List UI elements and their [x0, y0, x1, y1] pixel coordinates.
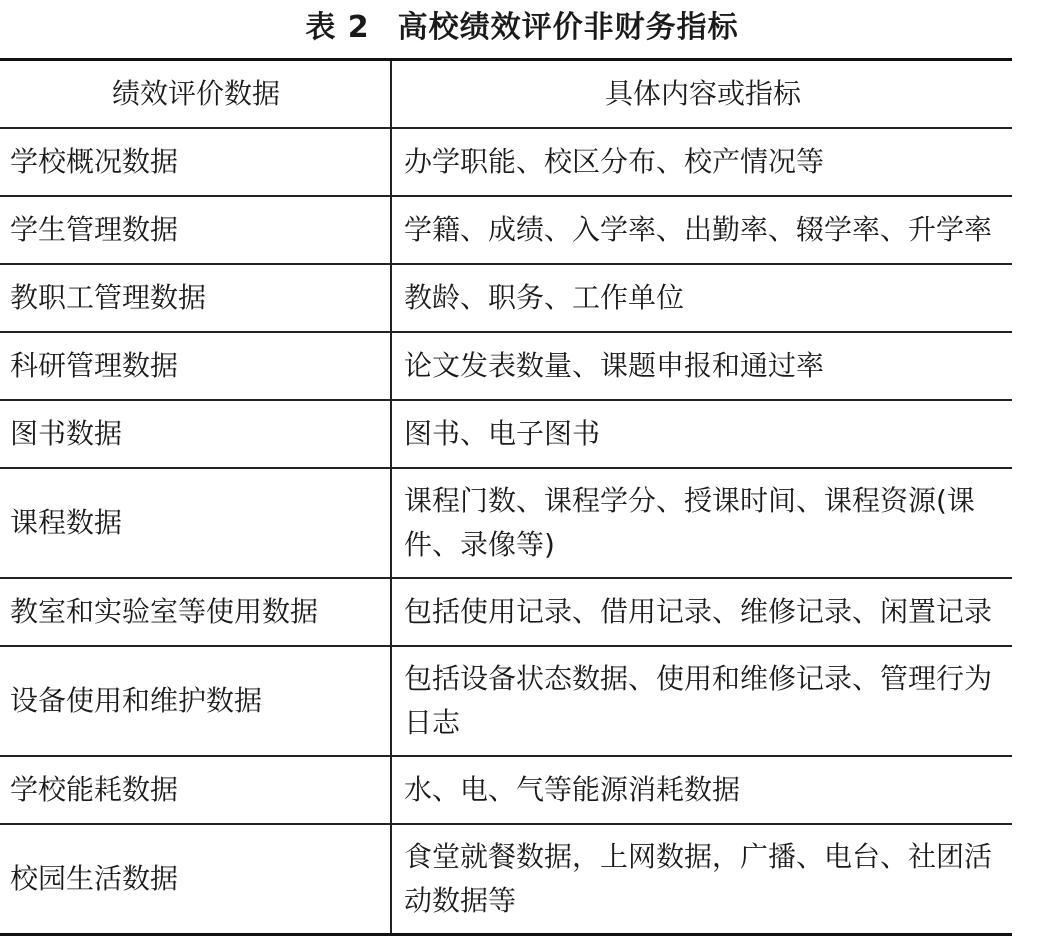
table-title-text: 高校绩效评价非财务指标 [397, 10, 739, 45]
table-row [0, 468, 1012, 578]
row-content: 教龄、职务、工作单位 [391, 264, 1012, 332]
table-row [0, 646, 1012, 756]
row-content: 食堂就餐数据，上网数据，广播、电台、社团活动数据等 [391, 824, 1012, 935]
table-row [0, 824, 1012, 935]
row-category: 学生管理数据 [0, 196, 391, 264]
row-category: 校园生活数据 [0, 824, 391, 935]
table-header-row [0, 60, 1012, 129]
table-row [0, 128, 1012, 196]
table-row [0, 264, 1012, 332]
row-category: 科研管理数据 [0, 332, 391, 400]
column-header-category: 绩效评价数据 [0, 60, 391, 129]
row-content: 办学职能、校区分布、校产情况等 [391, 128, 1012, 196]
row-content: 包括设备状态数据、使用和维修记录、管理行为日志 [391, 646, 1012, 756]
table-number: 表 2 [305, 10, 370, 45]
table-row [0, 756, 1012, 824]
table-row [0, 332, 1012, 400]
row-category: 图书数据 [0, 400, 391, 468]
row-category: 教室和实验室等使用数据 [0, 578, 391, 646]
row-content: 图书、电子图书 [391, 400, 1012, 468]
table-row [0, 196, 1012, 264]
table-row [0, 400, 1012, 468]
indicator-table [0, 58, 1012, 936]
row-content: 课程门数、课程学分、授课时间、课程资源(课件、录像等) [391, 468, 1012, 578]
row-category: 学校概况数据 [0, 128, 391, 196]
row-category: 学校能耗数据 [0, 756, 391, 824]
row-content: 学籍、成绩、入学率、出勤率、辍学率、升学率 [391, 196, 1012, 264]
table-title [0, 0, 1044, 56]
row-category: 教职工管理数据 [0, 264, 391, 332]
row-content: 论文发表数量、课题申报和通过率 [391, 332, 1012, 400]
row-category: 课程数据 [0, 468, 391, 578]
row-content: 包括使用记录、借用记录、维修记录、闲置记录 [391, 578, 1012, 646]
table-row [0, 578, 1012, 646]
row-category: 设备使用和维护数据 [0, 646, 391, 756]
column-header-content: 具体内容或指标 [391, 60, 1012, 129]
row-content: 水、电、气等能源消耗数据 [391, 756, 1012, 824]
